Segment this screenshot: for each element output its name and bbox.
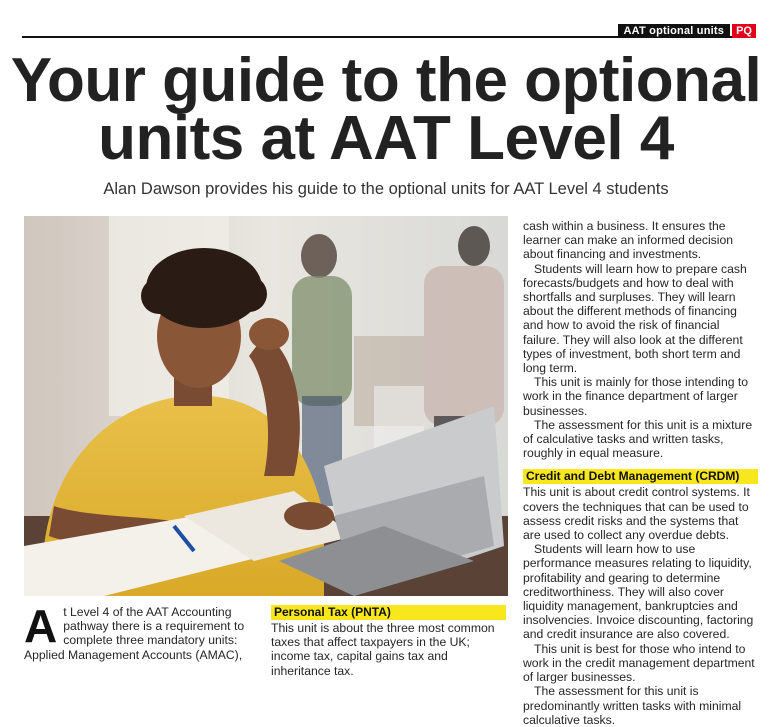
paragraph: Students will learn how to prepare cash forecasts/budgets and how to deal with shortfalls and surpluses. They will learn about the different methods of financing and how to avoid the risk of financial failure. They will also look at the different types of investment, both short term and long term.	[523, 261, 747, 376]
personal-tax-heading: Personal Tax (PNTA)	[271, 605, 506, 620]
section-name: AAT optional units	[618, 24, 731, 38]
crdm-heading: Credit and Debt Management (CRDM)	[523, 469, 758, 484]
intro-column	[24, 600, 249, 662]
intro-paragraph: t Level 4 of the AAT Accounting pathway there is a requirement to complete three mandatory units: Applied Management Accounts (AMAC),	[24, 605, 245, 662]
title-line-2: units at AAT Level 4	[98, 104, 674, 173]
right-column	[523, 219, 758, 727]
paragraph: This unit is about credit control systems. It covers the techniques that can be used to assess credit risks and the systems that are used to collect any overdue debts.	[523, 485, 750, 543]
paragraph: The assessment for this unit is a mixture of calculative tasks and written tasks, roughly in equal measure.	[523, 417, 753, 461]
paragraph: This unit is about the three most common taxes that affect taxpayers in the UK; income tax, capital gains tax and inheritance tax.	[271, 621, 495, 678]
drop-cap: A	[24, 600, 58, 652]
article-photo	[24, 216, 508, 596]
paragraph: cash within a business. It ensures the learner can make an informed decision about financing and investments.	[523, 219, 734, 262]
standfirst: Alan Dawson provides his guide to the optional units for AAT Level 4 students	[103, 180, 669, 198]
paragraph: Students will learn how to use performance measures relating to liquidity, profitability and gearing to determine creditworthiness. They will also cover liquidity management, bankruptcies and insolvencies. Invoice discounting, factoring and credit insurance are also covered.	[523, 542, 754, 642]
section-tag	[618, 24, 756, 38]
paragraph: This unit is best for those who intend to work in the credit management department of larger businesses.	[523, 641, 755, 685]
article-title	[0, 46, 772, 173]
magazine-logo: PQ	[732, 24, 756, 38]
title-line-1: Your guide to the optional	[10, 46, 762, 115]
middle-column	[271, 605, 506, 678]
paragraph: The assessment for this unit is predominantly written tasks with minimal calculative tasks.	[523, 684, 742, 727]
paragraph: This unit is mainly for those intending to work in the finance department of larger businesses.	[523, 375, 749, 418]
